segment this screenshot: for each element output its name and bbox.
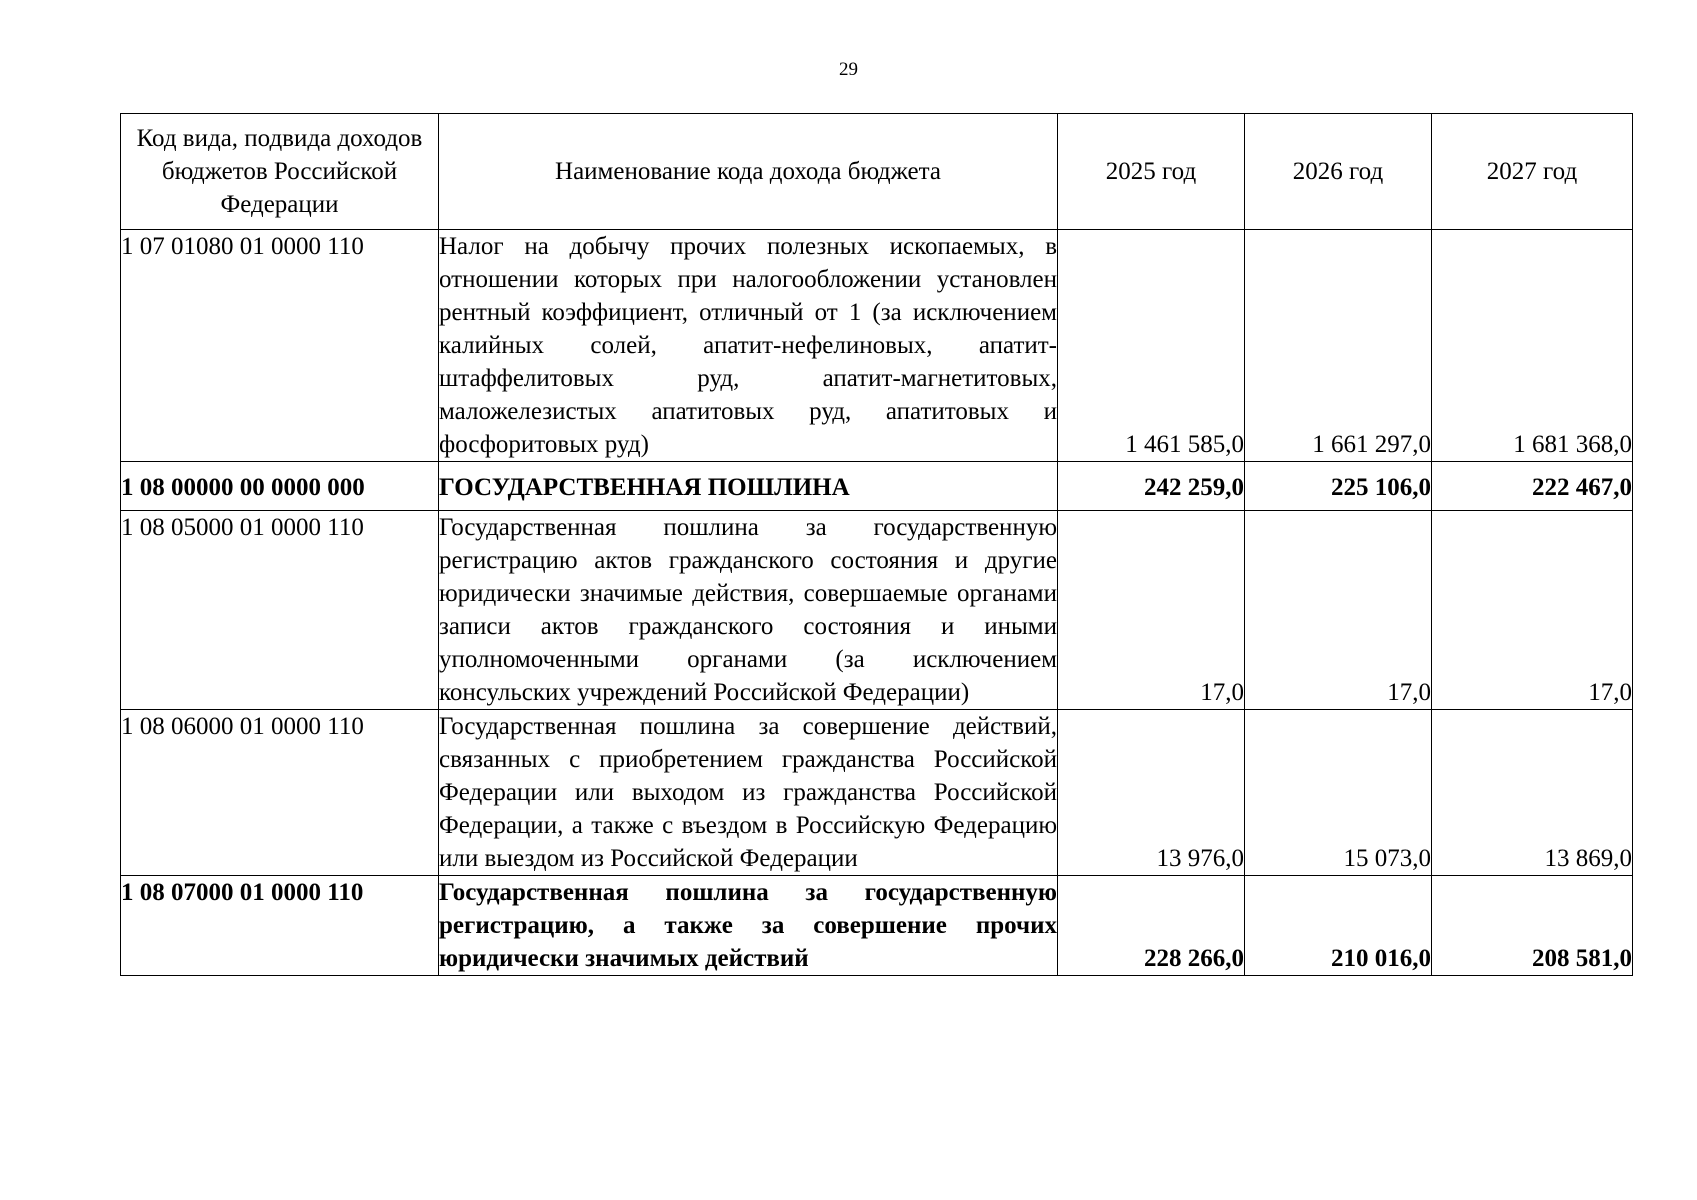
header-year-2027: 2027 год — [1432, 114, 1633, 230]
row-name: Налог на добычу прочих полезных ископаемых, в отношении которых при налогообложении установлен рентный коэффициент, отличный от 1 (за исключением калийных солей, апатит-нефелиновых, апатит-штаффелитовых руд, апатит-магнетитовых, маложелезистых апатитовых руд, апатитовых и фосфоритовых руд) — [439, 230, 1058, 462]
row-code: 1 08 06000 01 0000 110 — [121, 710, 439, 876]
row-value-2026: 15 073,0 — [1245, 710, 1432, 876]
table-row — [121, 511, 1633, 710]
row-code: 1 08 00000 00 0000 000 — [121, 462, 439, 511]
header-year-2025: 2025 год — [1058, 114, 1245, 230]
row-value-2025: 242 259,0 — [1058, 462, 1245, 511]
row-code: 1 08 07000 01 0000 110 — [121, 876, 439, 976]
row-value-2027: 222 467,0 — [1432, 462, 1633, 511]
header-name: Наименование кода дохода бюджета — [439, 114, 1058, 230]
table-row-subtotal — [121, 876, 1633, 976]
budget-revenue-table — [120, 113, 1633, 976]
table-row-section-total — [121, 462, 1633, 511]
row-value-2027: 13 869,0 — [1432, 710, 1633, 876]
row-name: ГОСУДАРСТВЕННАЯ ПОШЛИНА — [439, 462, 1058, 511]
row-value-2025: 13 976,0 — [1058, 710, 1245, 876]
row-value-2026: 1 661 297,0 — [1245, 230, 1432, 462]
row-value-2027: 208 581,0 — [1432, 876, 1633, 976]
row-value-2027: 1 681 368,0 — [1432, 230, 1633, 462]
row-code: 1 07 01080 01 0000 110 — [121, 230, 439, 462]
row-name: Государственная пошлина за государственную регистрацию, а также за совершение прочих юридически значимых действий — [439, 876, 1058, 976]
row-value-2027: 17,0 — [1432, 511, 1633, 710]
header-code: Код вида, подвида доходов бюджетов Российской Федерации — [121, 114, 439, 230]
row-value-2026: 17,0 — [1245, 511, 1432, 710]
table-row — [121, 230, 1633, 462]
row-code: 1 08 05000 01 0000 110 — [121, 511, 439, 710]
row-value-2025: 1 461 585,0 — [1058, 230, 1245, 462]
table-header-row — [121, 114, 1633, 230]
header-year-2026: 2026 год — [1245, 114, 1432, 230]
row-name: Государственная пошлина за совершение действий, связанных с приобретением гражданства Российской Федерации или выходом из гражданства Российской Федерации, а также с въездом в Российскую Федерацию или выездом из Российской Федерации — [439, 710, 1058, 876]
row-value-2025: 17,0 — [1058, 511, 1245, 710]
page-number: 29 — [839, 59, 858, 80]
row-value-2026: 210 016,0 — [1245, 876, 1432, 976]
row-value-2025: 228 266,0 — [1058, 876, 1245, 976]
row-value-2026: 225 106,0 — [1245, 462, 1432, 511]
table-row — [121, 710, 1633, 876]
row-name: Государственная пошлина за государственную регистрацию актов гражданского состояния и другие юридически значимые действия, совершаемые органами записи актов гражданского состояния и иными уполномоченными органами (за исключением консульских учреждений Российской Федерации) — [439, 511, 1058, 710]
